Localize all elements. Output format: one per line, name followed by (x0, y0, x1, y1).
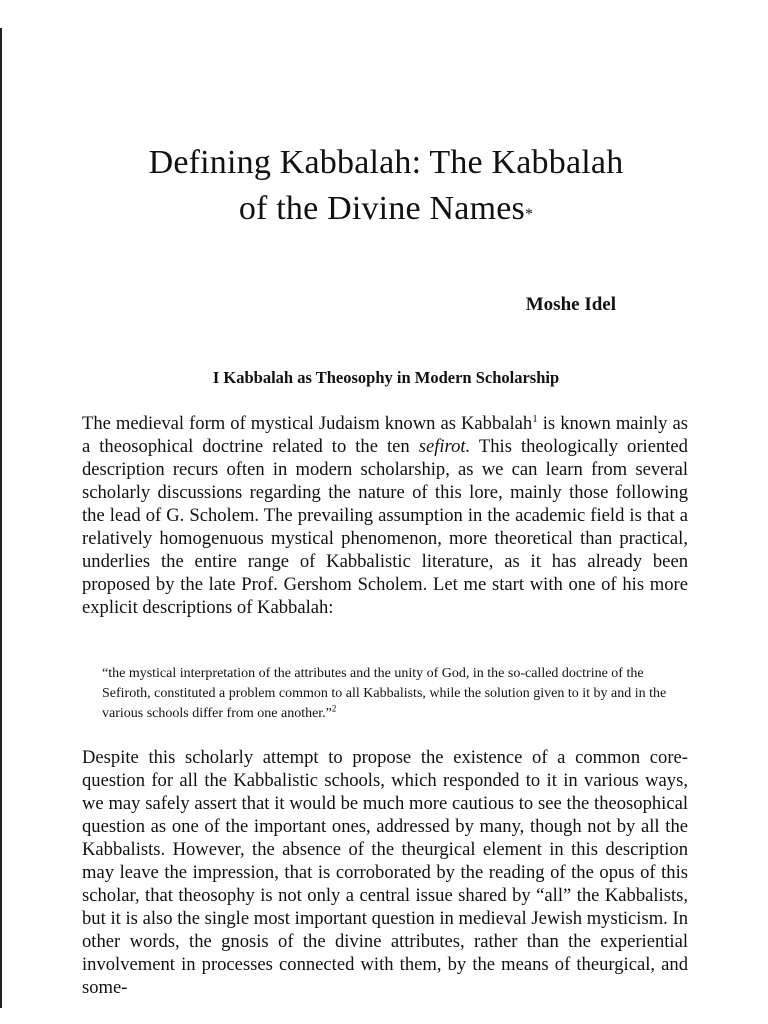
page (82, 0, 690, 1024)
paragraph-1 (82, 412, 688, 619)
para1-text-c: This theologically oriented description recurs often in modern scholarship, as we can learn from several scholarly discussions regarding the nature of this lore, mainly those following the lead of G. Scholem. The prevailing assumption in the academic field is that a relatively homogenuous mystical phenomenon, more theoretical than practical, underlies the entire range of Kabbalistic literature, as it has already been proposed by the late Prof. Gershom Scholem. Let me start with one of his more explicit descriptions of Kabbalah: (82, 436, 688, 618)
article-title (82, 140, 690, 232)
title-line-1: Defining Kabbalah: The Kabbalah (148, 144, 624, 181)
page-edge-line (0, 28, 2, 1008)
quote-text: “the mystical interpretation of the attributes and the unity of God, in the so-called doctrine of the Sefiroth, constituted a problem common to all Kabbalists, while the solution given to it by and in the various schools differ from one another.” (102, 666, 667, 721)
footnote-ref-1: 1 (532, 412, 538, 425)
para1-text-a: The medieval form of mystical Judaism known as Kabbalah (82, 413, 533, 434)
para1-text-b: is known mainly as a theosophical doctrine related to the ten (82, 413, 689, 457)
title-line-2: of the Divine Names (238, 190, 525, 227)
block-quote (102, 664, 672, 724)
section-heading: I Kabbalah as Theosophy in Modern Scholarship (212, 368, 560, 387)
title-footnote-mark: * (524, 206, 534, 223)
footnote-ref-2: 2 (331, 703, 337, 714)
para1-italic-term: sefirot. (418, 436, 471, 457)
paragraph-2: Despite this scholarly attempt to propose the existence of a common core-question for all the Kabbalistic schools, which responded to it in various ways, we may safely assert that it would be much more cautious to see the theosophical question as one of the important ones, addressed by many, though not by all the Kabbalists. However, the absence of the theurgical element in this description may leave the impression, that is corroborated by the reading of the opus of this scholar, that theosophy is not only a central issue shared by “all” the Kabbalists, but it is also the single most important question in medieval Jewish mysticism. In other words, the gnosis of the divine attributes, rather than the experiential involvement in processes connected with them, by the means of theurgical, and some- (82, 747, 688, 998)
author-name: Moshe Idel (525, 294, 616, 315)
